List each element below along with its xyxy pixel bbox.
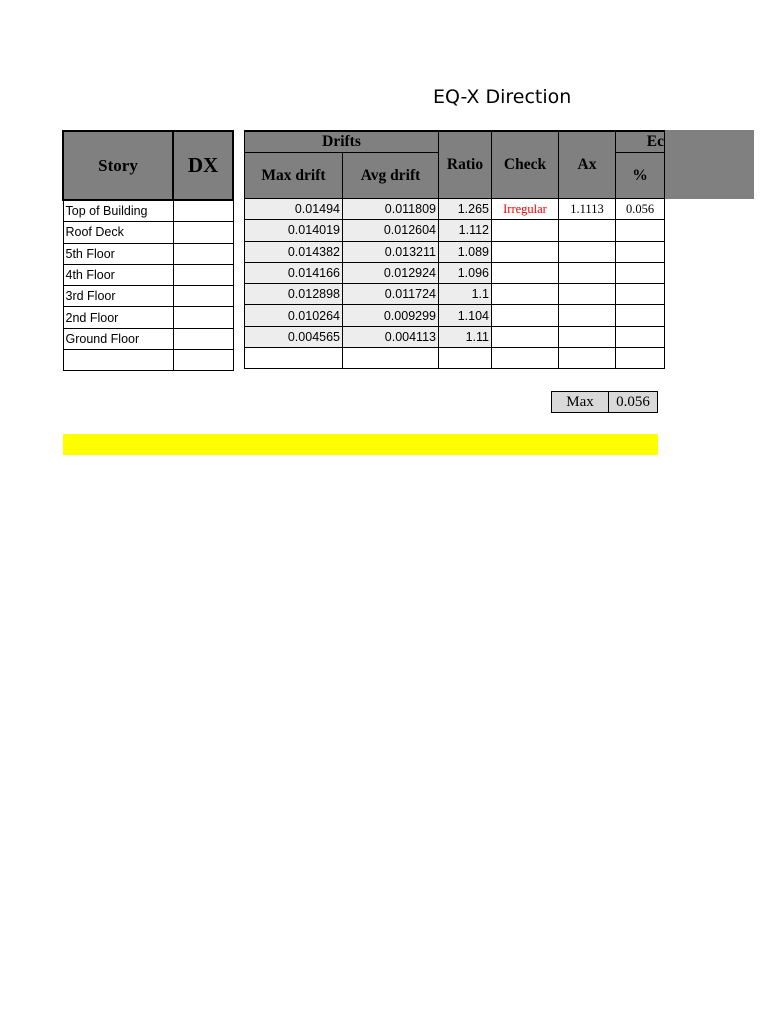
ratio-cell: 1.112 bbox=[439, 220, 492, 241]
max-label: Max bbox=[552, 392, 609, 413]
max-drift-cell: 0.012898 bbox=[245, 284, 343, 305]
check-cell bbox=[492, 241, 559, 262]
ratio-header: Ratio bbox=[439, 131, 492, 199]
story-cell bbox=[63, 350, 173, 371]
check-cell bbox=[492, 326, 559, 347]
story-cell: 3rd Floor bbox=[63, 286, 173, 307]
drift-row bbox=[245, 284, 665, 305]
dx-cell bbox=[173, 243, 233, 264]
avg-drift-cell: 0.004113 bbox=[343, 326, 439, 347]
avg-drift-cell: 0.011724 bbox=[343, 284, 439, 305]
header-overflow-block bbox=[658, 130, 754, 199]
ax-cell: 1.1113 bbox=[559, 199, 616, 220]
ratio-cell bbox=[439, 348, 492, 369]
story-row bbox=[63, 200, 233, 222]
drift-row bbox=[245, 348, 665, 369]
ax-cell bbox=[559, 305, 616, 326]
max-drift-cell: 0.014166 bbox=[245, 262, 343, 283]
pct-cell bbox=[616, 326, 665, 347]
ratio-cell: 1.104 bbox=[439, 305, 492, 326]
max-summary bbox=[551, 391, 658, 413]
story-row bbox=[63, 243, 233, 264]
check-cell: Irregular bbox=[492, 199, 559, 220]
max-drift-cell: 0.014019 bbox=[245, 220, 343, 241]
pct-cell: 0.056 bbox=[616, 199, 665, 220]
story-cell: Ground Floor bbox=[63, 328, 173, 349]
drift-row bbox=[245, 241, 665, 262]
story-row bbox=[63, 328, 233, 349]
avg-drift-cell bbox=[343, 348, 439, 369]
pct-cell bbox=[616, 348, 665, 369]
pct-cell bbox=[616, 305, 665, 326]
dx-cell bbox=[173, 307, 233, 328]
drift-row bbox=[245, 262, 665, 283]
check-cell bbox=[492, 262, 559, 283]
story-header: Story bbox=[63, 131, 173, 200]
ax-cell bbox=[559, 262, 616, 283]
avg-drift-cell: 0.012924 bbox=[343, 262, 439, 283]
highlight-bar bbox=[63, 434, 658, 455]
avg-drift-cell: 0.011809 bbox=[343, 199, 439, 220]
pct-cell bbox=[616, 284, 665, 305]
avg-drift-cell: 0.009299 bbox=[343, 305, 439, 326]
avg-drift-cell: 0.013211 bbox=[343, 241, 439, 262]
max-drift-header: Max drift bbox=[245, 153, 343, 199]
check-cell bbox=[492, 220, 559, 241]
ax-cell bbox=[559, 348, 616, 369]
avg-drift-cell: 0.012604 bbox=[343, 220, 439, 241]
max-value: 0.056 bbox=[609, 392, 658, 413]
ratio-cell: 1.096 bbox=[439, 262, 492, 283]
ax-cell bbox=[559, 326, 616, 347]
max-drift-cell: 0.014382 bbox=[245, 241, 343, 262]
drift-row bbox=[245, 305, 665, 326]
sheet-title: EQ-X Direction bbox=[433, 86, 572, 108]
dx-cell bbox=[173, 222, 233, 243]
pct-cell bbox=[616, 241, 665, 262]
story-row bbox=[63, 307, 233, 328]
ec-header: Ec bbox=[616, 131, 665, 153]
story-cell: Roof Deck bbox=[63, 222, 173, 243]
story-cell: 2nd Floor bbox=[63, 307, 173, 328]
story-table bbox=[62, 130, 234, 371]
max-drift-cell: 0.01494 bbox=[245, 199, 343, 220]
drifts-header: Drifts bbox=[245, 131, 439, 153]
dx-header: DX bbox=[173, 131, 233, 200]
drift-row bbox=[245, 220, 665, 241]
max-drift-cell: 0.010264 bbox=[245, 305, 343, 326]
story-cell: Top of Building bbox=[63, 200, 173, 222]
check-cell bbox=[492, 348, 559, 369]
ratio-cell: 1.265 bbox=[439, 199, 492, 220]
ax-header: Ax bbox=[559, 131, 616, 199]
dx-cell bbox=[173, 328, 233, 349]
story-row bbox=[63, 264, 233, 285]
drifts-table bbox=[244, 130, 665, 369]
ratio-cell: 1.1 bbox=[439, 284, 492, 305]
dx-cell bbox=[173, 350, 233, 371]
pct-header: % bbox=[616, 153, 665, 199]
story-row bbox=[63, 222, 233, 243]
ratio-cell: 1.089 bbox=[439, 241, 492, 262]
check-header: Check bbox=[492, 131, 559, 199]
pct-cell bbox=[616, 262, 665, 283]
story-row bbox=[63, 286, 233, 307]
max-drift-cell bbox=[245, 348, 343, 369]
story-row bbox=[63, 350, 233, 371]
pct-cell bbox=[616, 220, 665, 241]
ratio-cell: 1.11 bbox=[439, 326, 492, 347]
check-cell bbox=[492, 305, 559, 326]
ax-cell bbox=[559, 220, 616, 241]
drift-row bbox=[245, 199, 665, 220]
max-drift-cell: 0.004565 bbox=[245, 326, 343, 347]
dx-cell bbox=[173, 200, 233, 222]
check-cell bbox=[492, 284, 559, 305]
drift-row bbox=[245, 326, 665, 347]
avg-drift-header: Avg drift bbox=[343, 153, 439, 199]
dx-cell bbox=[173, 264, 233, 285]
ax-cell bbox=[559, 241, 616, 262]
story-cell: 4th Floor bbox=[63, 264, 173, 285]
story-cell: 5th Floor bbox=[63, 243, 173, 264]
ax-cell bbox=[559, 284, 616, 305]
dx-cell bbox=[173, 286, 233, 307]
